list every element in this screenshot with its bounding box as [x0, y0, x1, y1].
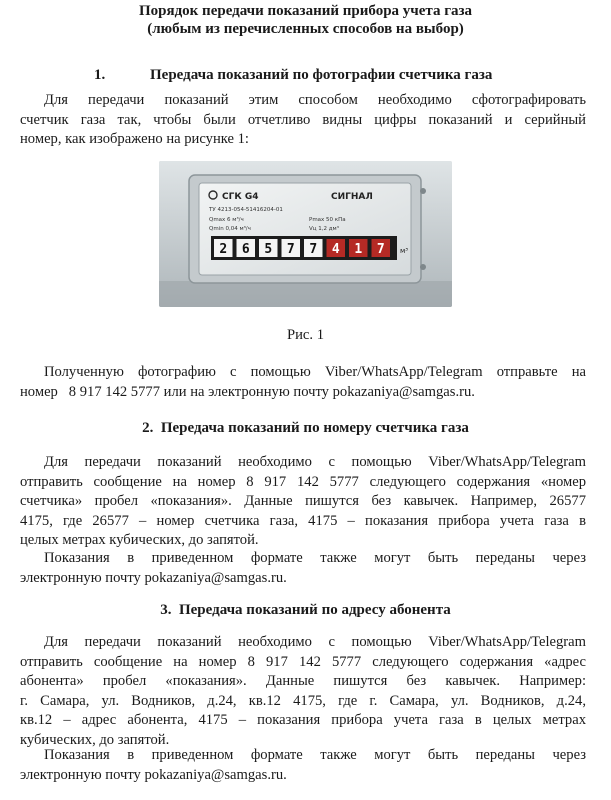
section-3-paragraph	[20, 633, 586, 751]
meter-digit: 5	[264, 242, 273, 257]
text-line: кв.12 – адрес абонента, 4175 – показания прибора учета газа в целых метрах	[20, 712, 586, 729]
text-line: отправить сообщение на номер 8 917 142 5777 следующего содержания «номер	[20, 473, 586, 490]
meter-brand-left: СГК G4	[222, 192, 259, 202]
gas-meter-photo	[159, 161, 452, 307]
document-subtitle: (любым из перечисленных способов на выбор)	[147, 21, 464, 37]
section-1-send-paragraph	[20, 363, 586, 402]
text-line: абонента» пробел «показания». Данные пишутся без кавычек. Например:	[20, 673, 586, 690]
text-line: кубических, до запятой.	[20, 731, 170, 748]
meter-digit: 1	[354, 242, 363, 257]
meter-qmax: Qmax 6 м³/ч	[209, 217, 244, 223]
meter-digit: 4	[331, 242, 340, 257]
section-2-paragraph	[20, 453, 586, 551]
text-line: номер, как изображено на рисунке 1:	[20, 131, 249, 148]
section-3-heading: 3. Передача показаний по адресу абонента	[160, 602, 451, 618]
text-line: Показания в приведенном формате также могут быть переданы через	[44, 747, 586, 763]
text-line: г. Самара, ул. Водников, д.24, кв.12 4175, где г. Самара, ул. Водников, д.24,	[20, 692, 586, 709]
meter-brand-right: СИГНАЛ	[331, 192, 373, 202]
figure-caption: Рис. 1	[287, 327, 324, 343]
text-line: Для передачи показаний этим способом необходимо сфотографировать	[44, 92, 586, 108]
section-1-number: 1.	[94, 67, 106, 83]
text-line: Показания в приведенном формате также могут быть переданы через	[44, 550, 586, 566]
text-line: отправить сообщение на номер 8 917 142 5777 следующего содержания «адрес	[20, 653, 586, 670]
text-line: целых метрах кубических, до запятой.	[20, 532, 259, 549]
meter-digit: 7	[286, 242, 295, 257]
text-line: электронную почту pokazaniya@samgas.ru.	[20, 569, 287, 586]
section-3-email-paragraph	[20, 746, 586, 785]
text-line: электронную почту pokazaniya@samgas.ru.	[20, 766, 287, 783]
meter-qmin: Qmin 0,04 м³/ч	[209, 226, 251, 232]
text-line: счетчика» пробел «показания». Данные пишутся без кавычек. Например, 26577	[20, 493, 586, 510]
text-line: счетчик газа так, чтобы были отчетливо видны цифры показаний и серийный	[20, 111, 586, 128]
section-1-paragraph	[20, 91, 586, 150]
meter-digit: 2	[219, 242, 228, 257]
text-line: Для передачи показаний необходимо с помощью Viber/WhatsApp/Telegram	[44, 634, 586, 650]
meter-digit: 7	[309, 242, 318, 257]
meter-tu: ТУ 4213-054-51416204-01	[209, 207, 283, 213]
meter-pmax: Pmax 50 кПа	[309, 217, 346, 223]
meter-digit: 6	[241, 242, 250, 257]
section-1-heading	[94, 66, 492, 84]
section-2-heading: 2. Передача показаний по номеру счетчика газа	[142, 420, 469, 436]
meter-unit: м³	[400, 247, 409, 255]
document-title: Порядок передачи показаний прибора учета газа	[138, 3, 473, 19]
section-1-heading-text: Передача показаний по фотографии счетчика газа	[150, 67, 493, 83]
text-line: 4175, где 26577 – номер счетчика газа, 4175 – показания прибора учета газа в	[20, 512, 586, 529]
meter-volume: Vц 1,2 дм³	[309, 226, 339, 232]
text-line: Для передачи показаний необходимо с помощью Viber/WhatsApp/Telegram	[44, 454, 586, 470]
text-line: номер 8 917 142 5777 или на электронную почту pokazaniya@samgas.ru.	[20, 383, 475, 400]
section-2-email-paragraph	[20, 549, 586, 588]
text-line: Полученную фотографию с помощью Viber/WhatsApp/Telegram отправьте на	[44, 364, 586, 380]
meter-digit: 7	[376, 242, 385, 257]
